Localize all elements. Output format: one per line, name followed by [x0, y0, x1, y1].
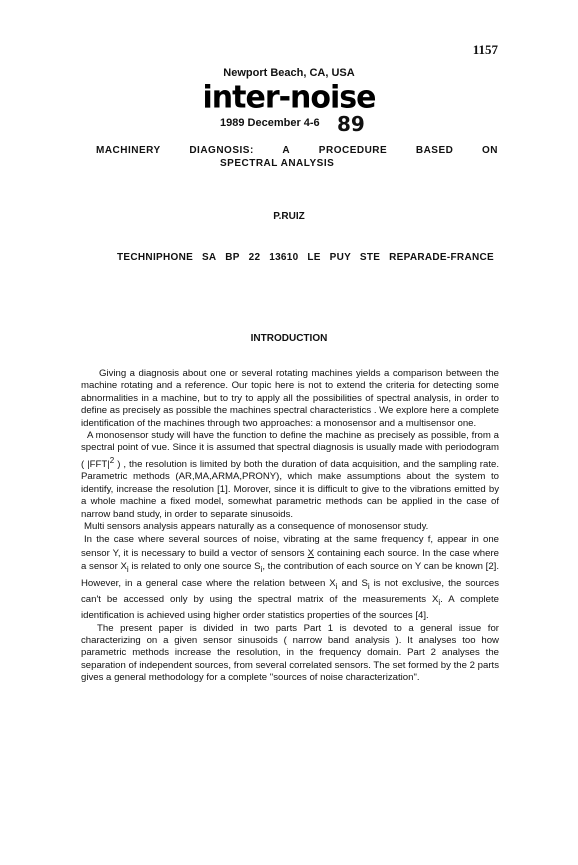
- title-word: PROCEDURE: [318, 145, 388, 156]
- paragraph-4: [81, 533, 499, 622]
- p2-text-b: ) , the resolution is limited by both the duration of data acquisition, and the sampling rate. Parametric methods (AR,MA,ARMA,PRONY), which make assumptions about the system to identify, increase the resolution [1]. Morover, since it is difficult to give to the vibrations emitted by a whole machine a fixed model, somewhat parametric methods can be applied in the case of narrow band study, in order to separate sinusoids.: [81, 459, 499, 520]
- affiliation-word: 22: [248, 252, 261, 263]
- conference-dates: 1989 December 4-6: [220, 117, 320, 129]
- p4-text-c: is related to only one source S: [128, 561, 261, 573]
- paper-title-line-2: SPECTRAL ANALYSIS: [220, 158, 335, 169]
- body-text: [81, 368, 499, 685]
- p4-text-d: , the contribution of each source on Y can be known [2]. However, in a general case where the relation between X: [81, 561, 499, 589]
- conference-venue: Newport Beach, CA, USA: [223, 67, 355, 79]
- affiliation-word: REPARADE-FRANCE: [389, 252, 494, 263]
- paper-title-line-1: [96, 145, 498, 156]
- title-word: ON: [482, 145, 498, 156]
- conference-logo: [0, 80, 578, 115]
- p4-text-g: . A complete identification is achieved using higher order statistics properties of the sources [4].: [81, 593, 499, 622]
- affiliation-word: PUY: [329, 252, 352, 263]
- paragraph-1: Giving a diagnosis about one or several rotating machines yields a comparison between the machine rotating and a reference. Our topic here is not to extend the criteria for detecting some abnormalities in a machine, but to try to apply all the possibilities of spectral analysis, in order to define as precisely as possible the machines spectral characteristics . We explore here a complete identification of the machines through two approaches: a monosensor and a multisensor one.: [81, 368, 499, 429]
- p4-text-a: In the case where several sources of noise, vibrating at the same frequency f, appear in one sensor Y, it is necessary to build a vector of sensors: [81, 534, 499, 559]
- logo-year: 89: [337, 112, 365, 136]
- section-heading: INTRODUCTION: [250, 333, 328, 344]
- p4-subscript: i: [260, 565, 263, 575]
- affiliation-word: BP: [225, 252, 240, 263]
- page-number: 1157: [472, 42, 498, 57]
- p4-text-e: and S: [337, 577, 368, 589]
- p4-text-b: containing each source. In the case where a sensor X: [81, 547, 499, 573]
- logo-wordmark: inter-noise: [202, 79, 376, 116]
- p4-subscript: i: [335, 581, 338, 591]
- affiliation-word: LE: [307, 252, 321, 263]
- p2-text-a: A monosensor study will have the function to define the machine as precisely as possible, from a spectral point of vue. Since it is assumed that spectral diagnosis is usually made with periodogram ( |FFT|: [81, 430, 499, 471]
- p4-text-f: is not exclusive, the sources can't be accessed only by using the spectral matrix of the measurements X: [81, 577, 499, 605]
- p4-vector-x: X: [307, 547, 315, 559]
- p4-subscript: i: [438, 597, 441, 607]
- p4-subscript: i: [126, 565, 129, 575]
- title-word: BASED: [415, 145, 454, 156]
- affiliation-word: TECHNIPHONE: [117, 252, 194, 263]
- author-name: P.RUIZ: [273, 211, 305, 222]
- author-affiliation: [117, 252, 494, 263]
- affiliation-word: SA: [201, 252, 217, 263]
- title-word: DIAGNOSIS:: [189, 145, 254, 156]
- p2-superscript: 2: [109, 455, 115, 465]
- p4-subscript: i: [367, 581, 370, 591]
- title-word: A: [282, 145, 291, 156]
- affiliation-word: STE: [359, 252, 381, 263]
- paragraph-2: [81, 430, 499, 521]
- paragraph-5: The present paper is divided in two parts Part 1 is devoted to a general issue for characterizing on a given sensor sinusoids ( narrow band analysis ). It analyses too how parametric methods increase the resolution, in the frequency domain. Part 2 analyses the separation of independent sources, from several correlated sensors. The set formed by the 2 parts gives a general methodology for a complete "sources of noise characterization".: [81, 622, 499, 684]
- affiliation-word: 13610: [269, 252, 299, 263]
- paragraph-3: Multi sensors analysis appears naturally as a consequence of monosensor study.: [84, 521, 429, 533]
- title-word: MACHINERY: [96, 145, 161, 156]
